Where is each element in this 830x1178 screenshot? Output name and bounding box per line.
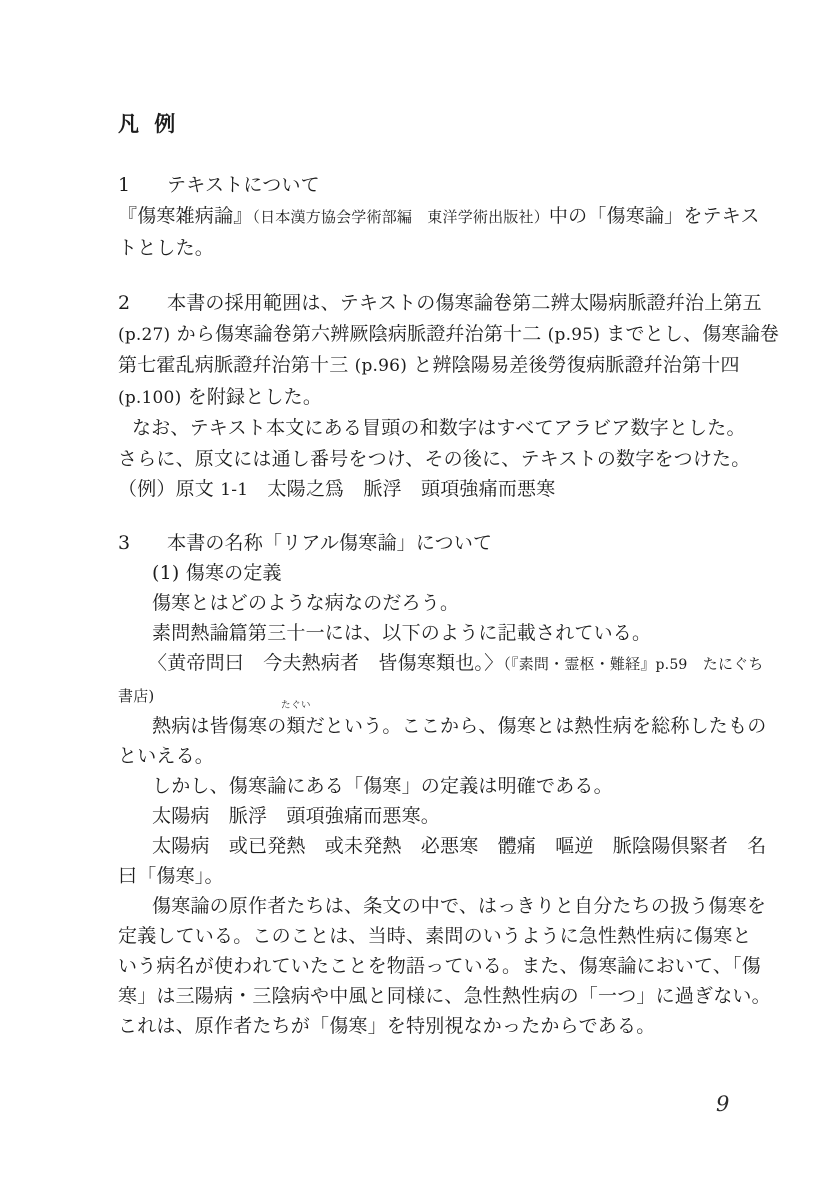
text-segment: 〈黄帝問曰 今夫熱病者 皆傷寒類也。〉 (148, 652, 504, 674)
text-line (118, 771, 778, 801)
text-segment: 1-1 (220, 480, 249, 500)
text-segment: 本書の名称「リアル傷寒論」について (167, 532, 493, 554)
text-segment: 1 (118, 174, 131, 196)
text-segment: （例）原文 (118, 478, 221, 500)
text-line (118, 444, 778, 475)
text-segment: p.59 (655, 657, 688, 673)
ruby-text: たぐい (280, 700, 312, 711)
page-heading: 凡 例 (118, 111, 177, 136)
text-line (118, 861, 778, 891)
text-segment: を附録とした。 (181, 385, 323, 408)
text-segment: （『素問・霊枢・難経』 (503, 655, 656, 673)
text-segment: 寒」は三陽病・三陰病や中風と同様に、急性熱性病の「一つ」に過ぎない。 (118, 985, 771, 1007)
text-segment: 定義している。このことは、当時、素問のいうように急性熱性病に傷寒と (118, 925, 752, 947)
text-segment: 書店) (118, 687, 155, 705)
text-segment: (p.27) (118, 324, 171, 345)
text-segment: といえる。 (118, 745, 215, 767)
text-line (118, 588, 778, 618)
text-line (118, 319, 778, 351)
text-segment: 太陽病 或已発熱 或未発熱 必悪寒 體痛 嘔逆 脈陰陽倶緊者 名 (152, 835, 767, 857)
text-line (118, 981, 778, 1011)
text-segment: トとした。 (118, 237, 215, 259)
text-segment: 中の「傷寒論」をテキス (548, 205, 760, 227)
text-segment: (1) 傷寒の定義 (152, 562, 282, 584)
text-line (118, 741, 778, 771)
text-line (118, 1011, 778, 1041)
ruby-annotated-text (280, 700, 312, 741)
text-segment: 2 (118, 292, 131, 314)
text-line (118, 350, 778, 382)
text-segment: 曰「傷寒」。 (118, 865, 224, 887)
text-segment: 3 (118, 532, 131, 554)
text-segment: 本書の採用範囲は、テキストの傷寒論卷第二辨太陽病脈證幷治上第五 (167, 292, 762, 314)
text-line (118, 831, 778, 861)
text-line (118, 680, 778, 711)
text-line (118, 233, 778, 264)
text-segment: 傷寒論の原作者たちは、条文の中で、はっきりと自分たちの扱う傷寒を (152, 895, 767, 917)
text-segment: と辨陰陽易差後勞復病脈證幷治第十四 (407, 354, 740, 376)
text-line (118, 648, 778, 680)
text-segment: 熱病は皆傷寒の (152, 715, 287, 737)
text-segment: 第七霍乱病脈證幷治第十三 (118, 354, 355, 376)
text-segment: 素問熱論篇第三十一には、以下のように記載されている。 (152, 622, 652, 644)
text-line (118, 921, 778, 951)
text-segment: (p.95) (547, 324, 601, 345)
text-line (118, 288, 778, 319)
text-segment: これは、原作者たちが「傷寒」を特別視なかったからである。 (118, 1015, 656, 1037)
text-line (118, 382, 778, 414)
text-line (118, 891, 778, 921)
text-segment: なお、テキスト本文にある冒頭の和数字はすべてアラビア数字とした。 (132, 417, 746, 439)
text-line (118, 474, 778, 506)
text-segment: (p.100) (118, 387, 182, 408)
text-segment: さらに、原文には通し番号をつけ、その後に、テキストの数字をつけた。 (118, 447, 751, 470)
text-line (118, 700, 778, 741)
text-line (118, 558, 778, 588)
text-segment: だという。ここから、傷寒とは熱性病を総称したもの (305, 715, 767, 737)
text-segment: 『傷寒雑病論』 (118, 205, 253, 227)
text-segment: までとし、傷寒論卷 (600, 322, 780, 345)
ruby-base: 類 (286, 715, 306, 737)
text-line (118, 170, 778, 201)
section-3-title-meaning (118, 528, 778, 1041)
text-segment: （日本漢方協会学術部編 東洋学術出版社） (252, 208, 549, 226)
text-line (118, 413, 778, 444)
text-line (118, 618, 778, 648)
text-segment: テキストについて (167, 174, 320, 196)
text-segment: (p.96) (354, 356, 408, 376)
text-line (118, 201, 778, 233)
text-segment: しかし、傷寒論にある「傷寒」の定義は明確である。 (152, 775, 613, 797)
text-line (118, 801, 778, 831)
text-segment: 太陽之爲 脈浮 頭項強痛而悪寒 (248, 478, 556, 500)
text-segment: 太陽病 脈浮 頭項強痛而悪寒。 (152, 805, 441, 827)
text-segment: から傷寒論卷第六辨厥陰病脈證幷治第十二 (170, 322, 548, 345)
text-line (118, 951, 778, 981)
text-line (118, 528, 778, 558)
section-2-scope (118, 288, 778, 506)
text-segment: いう病名が使われていたことを物語っている。また、傷寒論において、「傷 (118, 955, 761, 977)
page-number: 9 (716, 1092, 730, 1116)
text-segment: 傷寒とはどのような病なのだろう。 (152, 592, 460, 614)
section-1-text-about (118, 170, 778, 264)
text-segment: たにぐち (687, 655, 764, 673)
